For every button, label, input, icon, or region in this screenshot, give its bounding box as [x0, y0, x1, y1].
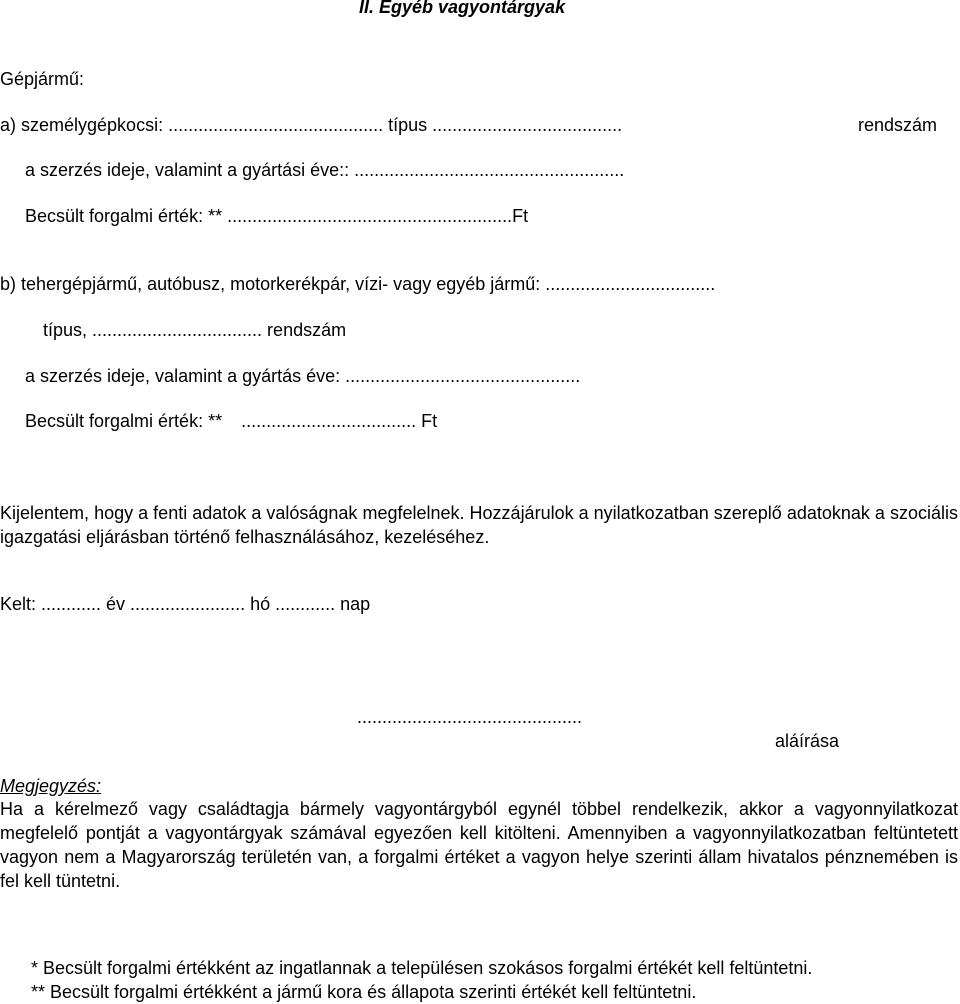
section-label: Gépjármű: — [0, 69, 85, 89]
vehicle-a-plate: rendszám — [858, 115, 938, 135]
vehicle-b-value-dots: ................................... Ft — [241, 411, 438, 431]
vehicle-b-line1: b) tehergépjármű, autóbusz, motorkerékpár, vízi- vagy egyéb jármű: .................................. — [0, 274, 716, 294]
vehicle-a-label: a) személygépkocsi: ........................................... — [0, 115, 384, 135]
footnote-2: ** Becsült forgalmi értékként a jármű kora és állapota szerinti értékét kell feltüntetni. — [31, 982, 697, 1002]
signature-label: aláírása — [775, 731, 840, 751]
vehicle-b-value-label: Becsült forgalmi érték: ** — [25, 411, 223, 431]
note-paragraph: Ha a kérelmező vagy családtagja bármely vagyontárgyból egynél többel rendelkezik, akkor a vagyonnyilatkozat megfelelő pontját a vagyontárgyak számával egyezően kell kitölteni. Amennyiben a vagyonnyilatkozatban feltüntetett vagyon nem a Magyarország területén van, a forgalmi értéket a vagyon helye szerinti állam hivatalos pénznemében is fel kell tüntetni. — [0, 799, 958, 891]
vehicle-b-type: típus, .................................. rendszám — [43, 320, 347, 340]
vehicle-b-value — [25, 410, 437, 432]
vehicle-a-type: típus ...................................... — [388, 115, 623, 135]
date-line: Kelt: ............ év ....................... hó ............ nap — [0, 594, 371, 614]
page-title: II. Egyéb vagyontárgyak — [359, 0, 566, 17]
vehicle-b-acquisition: a szerzés ideje, valamint a gyártás éve: ............................................... — [25, 366, 581, 386]
declaration-paragraph: Kijelentem, hogy a fenti adatok a valóságnak megfelelnek. Hozzájárulok a nyilatkozatban szereplő adatoknak a szociális igazgatási eljárásban történő felhasználásához, kezeléséhez. — [0, 503, 958, 547]
footnote-1: * Becsült forgalmi értékként az ingatlannak a településen szokásos forgalmi értékét kell feltüntetni. — [31, 958, 813, 978]
vehicle-a-acquisition: a szerzés ideje, valamint a gyártási éve:: ...................................................... — [25, 160, 625, 180]
vehicle-a-line1 — [0, 114, 948, 136]
signature-dots: ............................................. — [357, 707, 583, 727]
note-heading: Megjegyzés: — [0, 776, 102, 796]
vehicle-a-value: Becsült forgalmi érték: ** .........................................................Ft — [25, 206, 529, 226]
